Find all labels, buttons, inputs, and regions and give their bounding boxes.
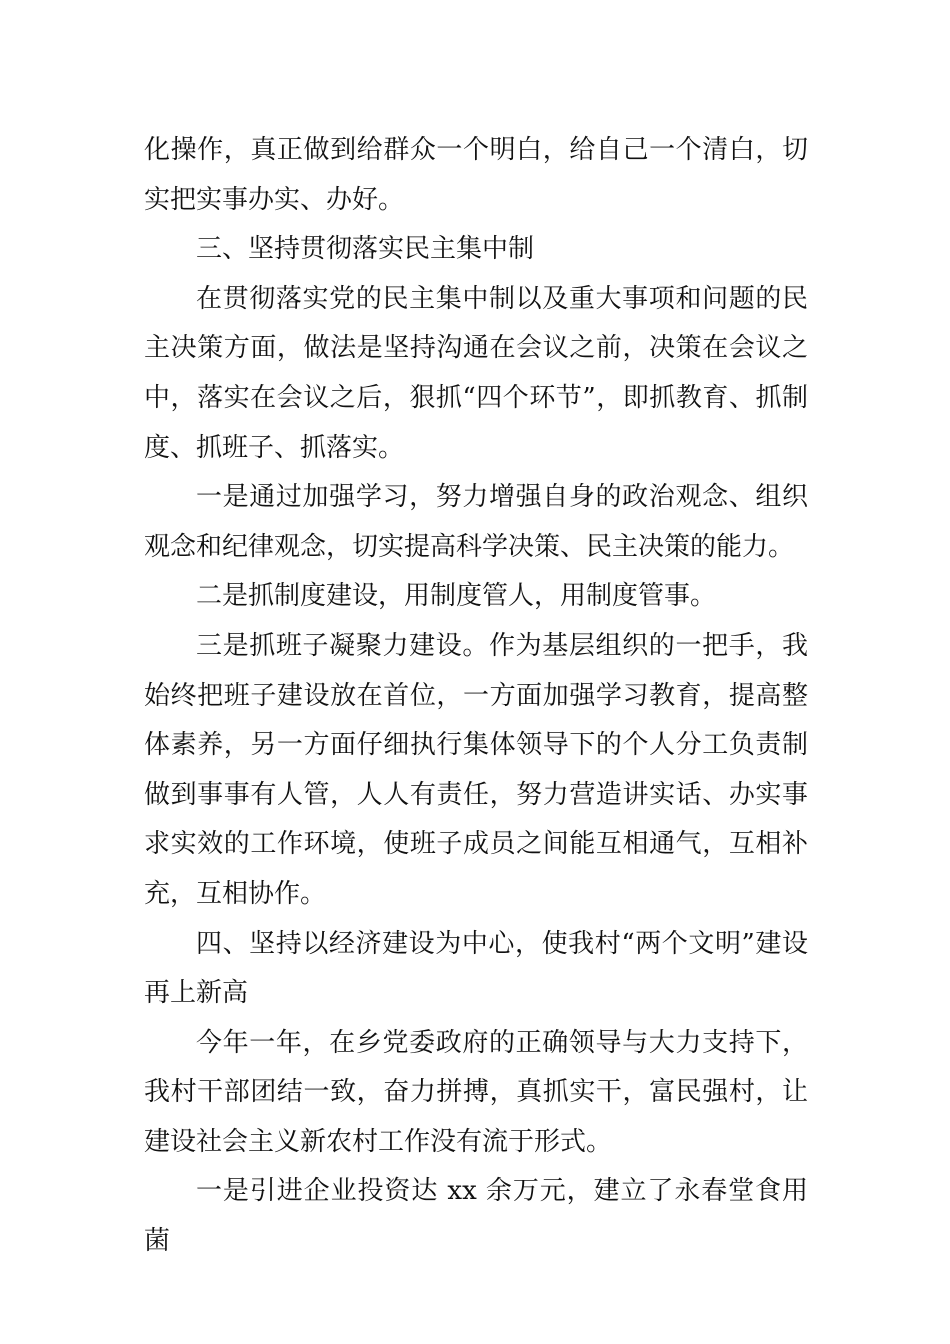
section-heading-4: 四、坚持以经济建设为中心，使我村“两个文明”建设再上新高 [144,928,808,1009]
paragraph: 一是引进企业投资达 xx 余万元，建立了永春堂食用菌 [144,1176,808,1257]
paragraph-continuation: 化操作，真正做到给群众一个明白，给自己一个清白，切实把实事办实、办好。 [144,135,808,215]
paragraph: 今年一年，在乡党委政府的正确领导与大力支持下，我村干部团结一致，奋力拼搏，真抓实干，富民强村，让建设社会主义新农村工作没有流于形式。 [144,1027,808,1157]
paragraph: 在贯彻落实党的民主集中制以及重大事项和问题的民主决策方面，做法是坚持沟通在会议之前，决策在会议之中，落实在会议之后，狠抓“四个环节”，即抓教育、抓制度、抓班子、抓落实。 [144,283,808,463]
paragraph: 一是通过加强学习，努力增强自身的政治观念、组织观念和纪律观念，切实提高科学决策、民主决策的能力。 [144,482,808,562]
document-body [144,126,808,1267]
section-heading-3: 三、坚持贯彻落实民主集中制 [196,234,535,265]
paragraph: 三是抓班子凝聚力建设。作为基层组织的一把手，我始终把班子建设放在首位，一方面加强学习教育，提高整体素养，另一方面仔细执行集体领导下的个人分工负责制做到事事有人管，人人有责任，努力营造讲实话、办实事求实效的工作环境，使班子成员之间能互相通气，互相补充，互相协作。 [144,630,808,909]
paragraph: 二是抓制度建设，用制度管人，用制度管事。 [196,581,717,612]
